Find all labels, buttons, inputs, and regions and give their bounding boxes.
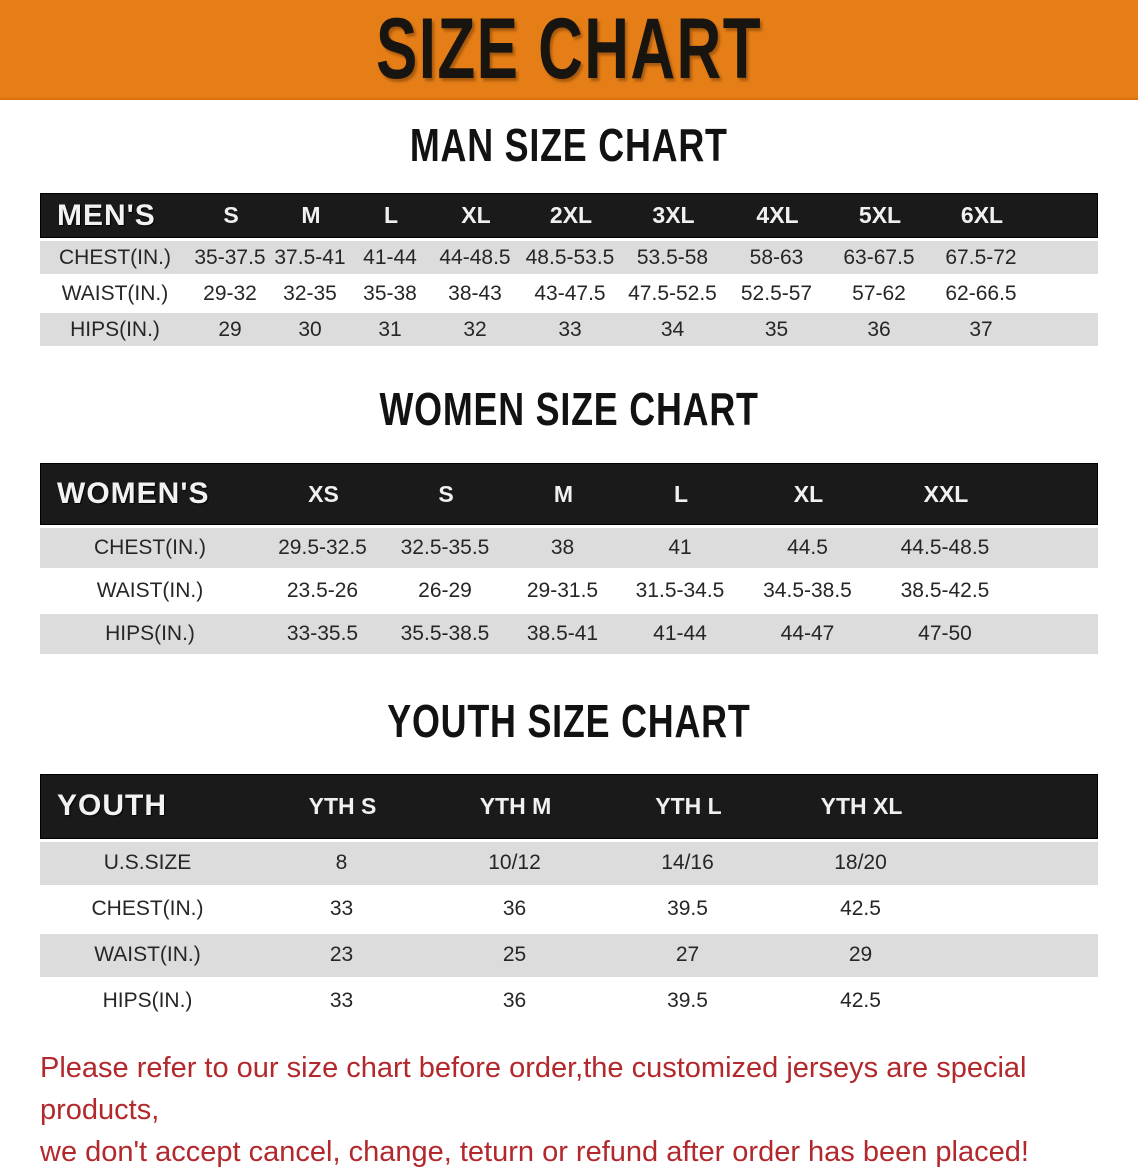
value-cell: 33 [558, 317, 582, 341]
row-label: CHEST(IN.) [59, 245, 171, 269]
value-cell: 29-32 [203, 281, 257, 305]
value-cell: 62-66.5 [945, 281, 1017, 305]
youth-section-heading-text: YOUTH SIZE CHART [387, 695, 751, 748]
value-cell: 47.5-52.5 [628, 281, 717, 305]
value-cell: 33 [329, 897, 354, 921]
value-cell: 41-44 [653, 622, 707, 646]
women-size-header: XL [793, 480, 824, 507]
value-cell: 39.5 [667, 989, 708, 1013]
women-size-header: S [438, 480, 454, 507]
row-label: U.S.SIZE [103, 851, 192, 875]
row-label: HIPS(IN.) [70, 317, 160, 341]
value-cell: 31.5-34.5 [635, 579, 725, 603]
men-section-heading-text: MAN SIZE CHART [410, 119, 728, 171]
men-size-header: 3XL [652, 202, 695, 229]
youth-size-header: YTH M [479, 792, 552, 819]
value-cell: 36 [502, 897, 527, 921]
value-cell: 10/12 [488, 851, 541, 875]
value-cell: 53.5-58 [636, 245, 709, 269]
value-cell: 14/16 [661, 851, 714, 875]
row-label: HIPS(IN.) [105, 622, 195, 646]
row-label: HIPS(IN.) [102, 989, 193, 1013]
men-size-header: M [301, 202, 321, 229]
value-cell: 35-38 [363, 281, 417, 305]
value-cell: 33 [329, 989, 354, 1013]
value-cell: 26-29 [418, 579, 472, 603]
men-size-table [40, 193, 1098, 346]
men-waist-row [40, 277, 1098, 310]
disclaimer-line-2: we don't accept cancel, change, teturn or refund after order has been placed! [40, 1135, 1029, 1168]
row-label: WAIST(IN.) [94, 943, 201, 967]
value-cell: 29-31.5 [526, 579, 599, 603]
men-size-header: L [383, 202, 399, 229]
value-cell: 39.5 [667, 897, 708, 921]
value-cell: 34.5-38.5 [763, 579, 852, 603]
women-table-header-row [40, 463, 1098, 525]
men-size-header: 4XL [756, 202, 799, 229]
value-cell: 36 [867, 317, 891, 341]
women-table-title: WOMEN'S [57, 477, 210, 511]
youth-size-header: YTH XL [820, 792, 903, 819]
men-size-header: XL [461, 202, 491, 229]
youth-size-table [40, 774, 1098, 1023]
women-section-heading-text: WOMEN SIZE CHART [379, 383, 759, 436]
value-cell: 42.5 [840, 897, 881, 921]
value-cell: 44.5-48.5 [900, 536, 990, 560]
value-cell: 27 [675, 943, 700, 967]
value-cell: 35-37.5 [194, 245, 266, 269]
women-section-heading [0, 382, 1138, 437]
youth-hips-row [40, 980, 1098, 1023]
row-label: WAIST(IN.) [96, 579, 204, 603]
men-table-header-row [40, 193, 1098, 238]
men-section-heading [0, 118, 1138, 173]
men-size-header: 2XL [549, 202, 593, 229]
banner [0, 0, 1138, 100]
youth-waist-row [40, 934, 1098, 977]
value-cell: 18/20 [834, 851, 887, 875]
women-size-header: XXL [923, 480, 969, 507]
value-cell: 23.5-26 [286, 579, 359, 603]
youth-chest-row [40, 888, 1098, 931]
value-cell: 37 [969, 317, 993, 341]
men-size-header: 5XL [858, 202, 902, 229]
women-size-header: M [553, 480, 574, 507]
women-size-header: L [673, 480, 689, 507]
page-title: SIZE CHART [376, 1, 762, 97]
row-label: WAIST(IN.) [61, 281, 169, 305]
value-cell: 23 [329, 943, 354, 967]
value-cell: 35.5-38.5 [400, 622, 490, 646]
value-cell: 29 [218, 317, 242, 341]
youth-section-heading [0, 694, 1138, 749]
value-cell: 38.5-42.5 [900, 579, 990, 603]
value-cell: 29.5-32.5 [278, 536, 367, 560]
women-waist-row [40, 571, 1098, 611]
value-cell: 38.5-41 [526, 622, 599, 646]
value-cell: 32 [463, 317, 487, 341]
women-chest-row [40, 528, 1098, 568]
men-table-title: MEN'S [57, 198, 156, 232]
men-size-header: S [223, 202, 239, 229]
value-cell: 44-47 [780, 622, 835, 646]
value-cell: 57-62 [852, 281, 906, 305]
value-cell: 37.5-41 [274, 245, 346, 269]
value-cell: 43-47.5 [534, 281, 606, 305]
value-cell: 33-35.5 [286, 622, 359, 646]
value-cell: 63-67.5 [843, 245, 915, 269]
disclaimer-line-1: Please refer to our size chart before order,the customized jerseys are special products, [40, 1051, 1027, 1126]
value-cell: 47-50 [918, 622, 972, 646]
value-cell: 38-43 [448, 281, 502, 305]
value-cell: 32.5-35.5 [400, 536, 490, 560]
value-cell: 38 [550, 536, 575, 560]
youth-table-header-row [40, 774, 1098, 839]
value-cell: 44-48.5 [439, 245, 511, 269]
youth-table-title: YOUTH [57, 789, 167, 823]
value-cell: 67.5-72 [945, 245, 1017, 269]
value-cell: 36 [502, 989, 527, 1013]
value-cell: 58-63 [749, 245, 804, 269]
row-label: CHEST(IN.) [91, 897, 204, 921]
disclaimer-note [40, 1047, 1108, 1173]
value-cell: 41-44 [363, 245, 417, 269]
value-cell: 52.5-57 [740, 281, 813, 305]
value-cell: 32-35 [283, 281, 337, 305]
youth-size-header: YTH L [655, 792, 722, 819]
value-cell: 29 [848, 943, 873, 967]
value-cell: 44.5 [787, 536, 828, 560]
men-size-header: 6XL [960, 202, 1004, 229]
value-cell: 41 [668, 536, 692, 560]
value-cell: 8 [335, 851, 348, 875]
women-size-header: XS [308, 480, 339, 507]
youth-ussize-row [40, 842, 1098, 885]
value-cell: 35 [764, 317, 789, 341]
men-chest-row [40, 241, 1098, 274]
value-cell: 30 [298, 317, 322, 341]
value-cell: 34 [660, 317, 685, 341]
women-hips-row [40, 614, 1098, 654]
youth-size-header: YTH S [308, 792, 377, 819]
men-hips-row [40, 313, 1098, 346]
row-label: CHEST(IN.) [94, 536, 206, 560]
value-cell: 42.5 [840, 989, 881, 1013]
value-cell: 31 [378, 317, 402, 341]
women-size-table [40, 463, 1098, 654]
value-cell: 48.5-53.5 [525, 245, 615, 269]
value-cell: 25 [502, 943, 527, 967]
